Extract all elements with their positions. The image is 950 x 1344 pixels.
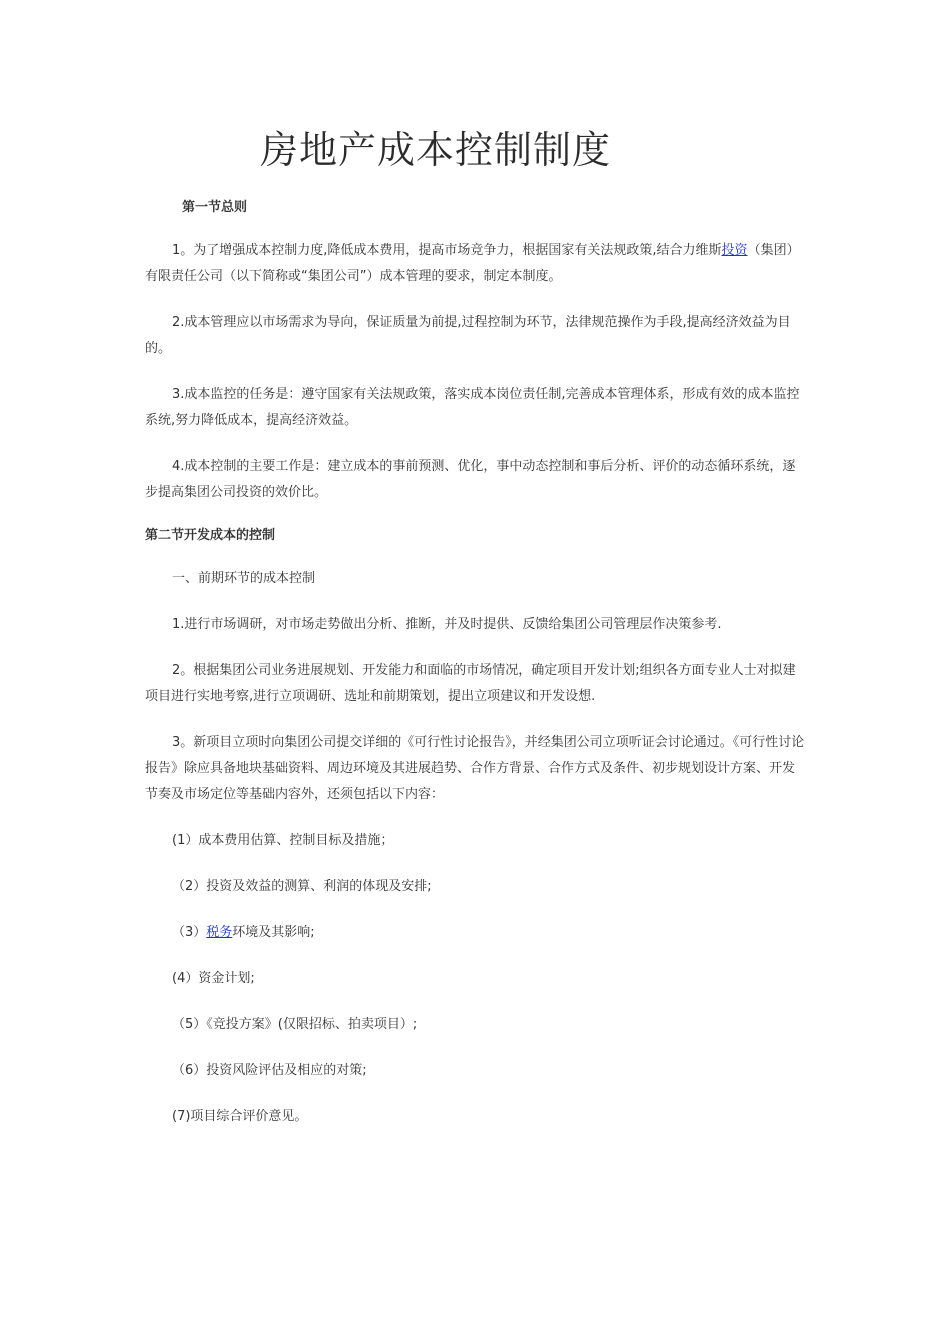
list-item-3 bbox=[145, 920, 805, 946]
section-2-paragraph-2: 2。根据集团公司业务进展规划、开发能力和面临的市场情况，确定项目开发计划;组织各方面专业人士对拟建项目进行实地考察,进行立项调研、选址和前期策划，提出立项建议和开发设想. bbox=[145, 663, 796, 704]
document-title: 房地产成本控制制度 bbox=[260, 128, 612, 172]
list-item-4: (4）资金计划; bbox=[172, 971, 255, 986]
list-item-text: 环境及其影响; bbox=[232, 925, 315, 940]
section-2-subheading: 一、前期环节的成本控制 bbox=[172, 571, 316, 586]
list-item-prefix: （3） bbox=[172, 925, 207, 940]
list-item-5: （5）《竞投方案》(仅限招标、拍卖项目）; bbox=[172, 1017, 418, 1032]
list-item-6: （6）投资风险评估及相应的对策; bbox=[172, 1063, 367, 1078]
paragraph-text: （集团）有限责任公司（以下简称或“集团公司”）成本管理的要求，制定本制度。 bbox=[145, 243, 800, 284]
section-2-paragraph-1: 1.进行市场调研，对市场走势做出分析、推断，并及时提供、反馈给集团公司管理层作决策参考. bbox=[172, 617, 722, 632]
list-item-1: (1）成本费用估算、控制目标及措施； bbox=[172, 833, 394, 848]
section-1-paragraph-1 bbox=[145, 238, 805, 290]
tax-link[interactable]: 税务 bbox=[206, 925, 233, 940]
section-2-paragraph-3: 3。新项目立项时向集团公司提交详细的《可行性讨论报告》，并经集团公司立项听证会讨论通过。《可行性讨论报告》除应具备地块基础资料、周边环境及其进展趋势、合作方背景、合作方式及条件、初步规划设计方案、开发节奏及市场定位等基础内容外，还须包括以下内容： bbox=[145, 735, 805, 802]
document-body bbox=[145, 122, 805, 1130]
section-1-paragraph-2: 2.成本管理应以市场需求为导向，保证质量为前提,过程控制为环节，法律规范操作为手段,提高经济效益为目的。 bbox=[145, 315, 791, 356]
list-item-7: (7)项目综合评价意见。 bbox=[172, 1109, 308, 1124]
paragraph-text: 1。为了增强成本控制力度,降低成本费用，提高市场竞争力，根据国家有关法规政策,结合力维斯 bbox=[172, 243, 722, 258]
section-1-paragraph-4: 4.成本控制的主要工作是：建立成本的事前预测、优化，事中动态控制和事后分析、评价的动态循环系统，逐步提高集团公司投资的效价比。 bbox=[145, 459, 796, 500]
list-item-2: （2）投资及效益的测算、利润的体现及安排; bbox=[172, 879, 432, 894]
section-2-heading: 第二节开发成本的控制 bbox=[145, 528, 276, 543]
section-1-paragraph-3: 3.成本监控的任务是：遵守国家有关法规政策，落实成本岗位责任制,完善成本管理体系，形成有效的成本监控系统,努力降低成本，提高经济效益。 bbox=[145, 387, 800, 428]
section-1-heading: 第一节总则 bbox=[182, 200, 248, 215]
investment-link[interactable]: 投资 bbox=[721, 243, 748, 258]
